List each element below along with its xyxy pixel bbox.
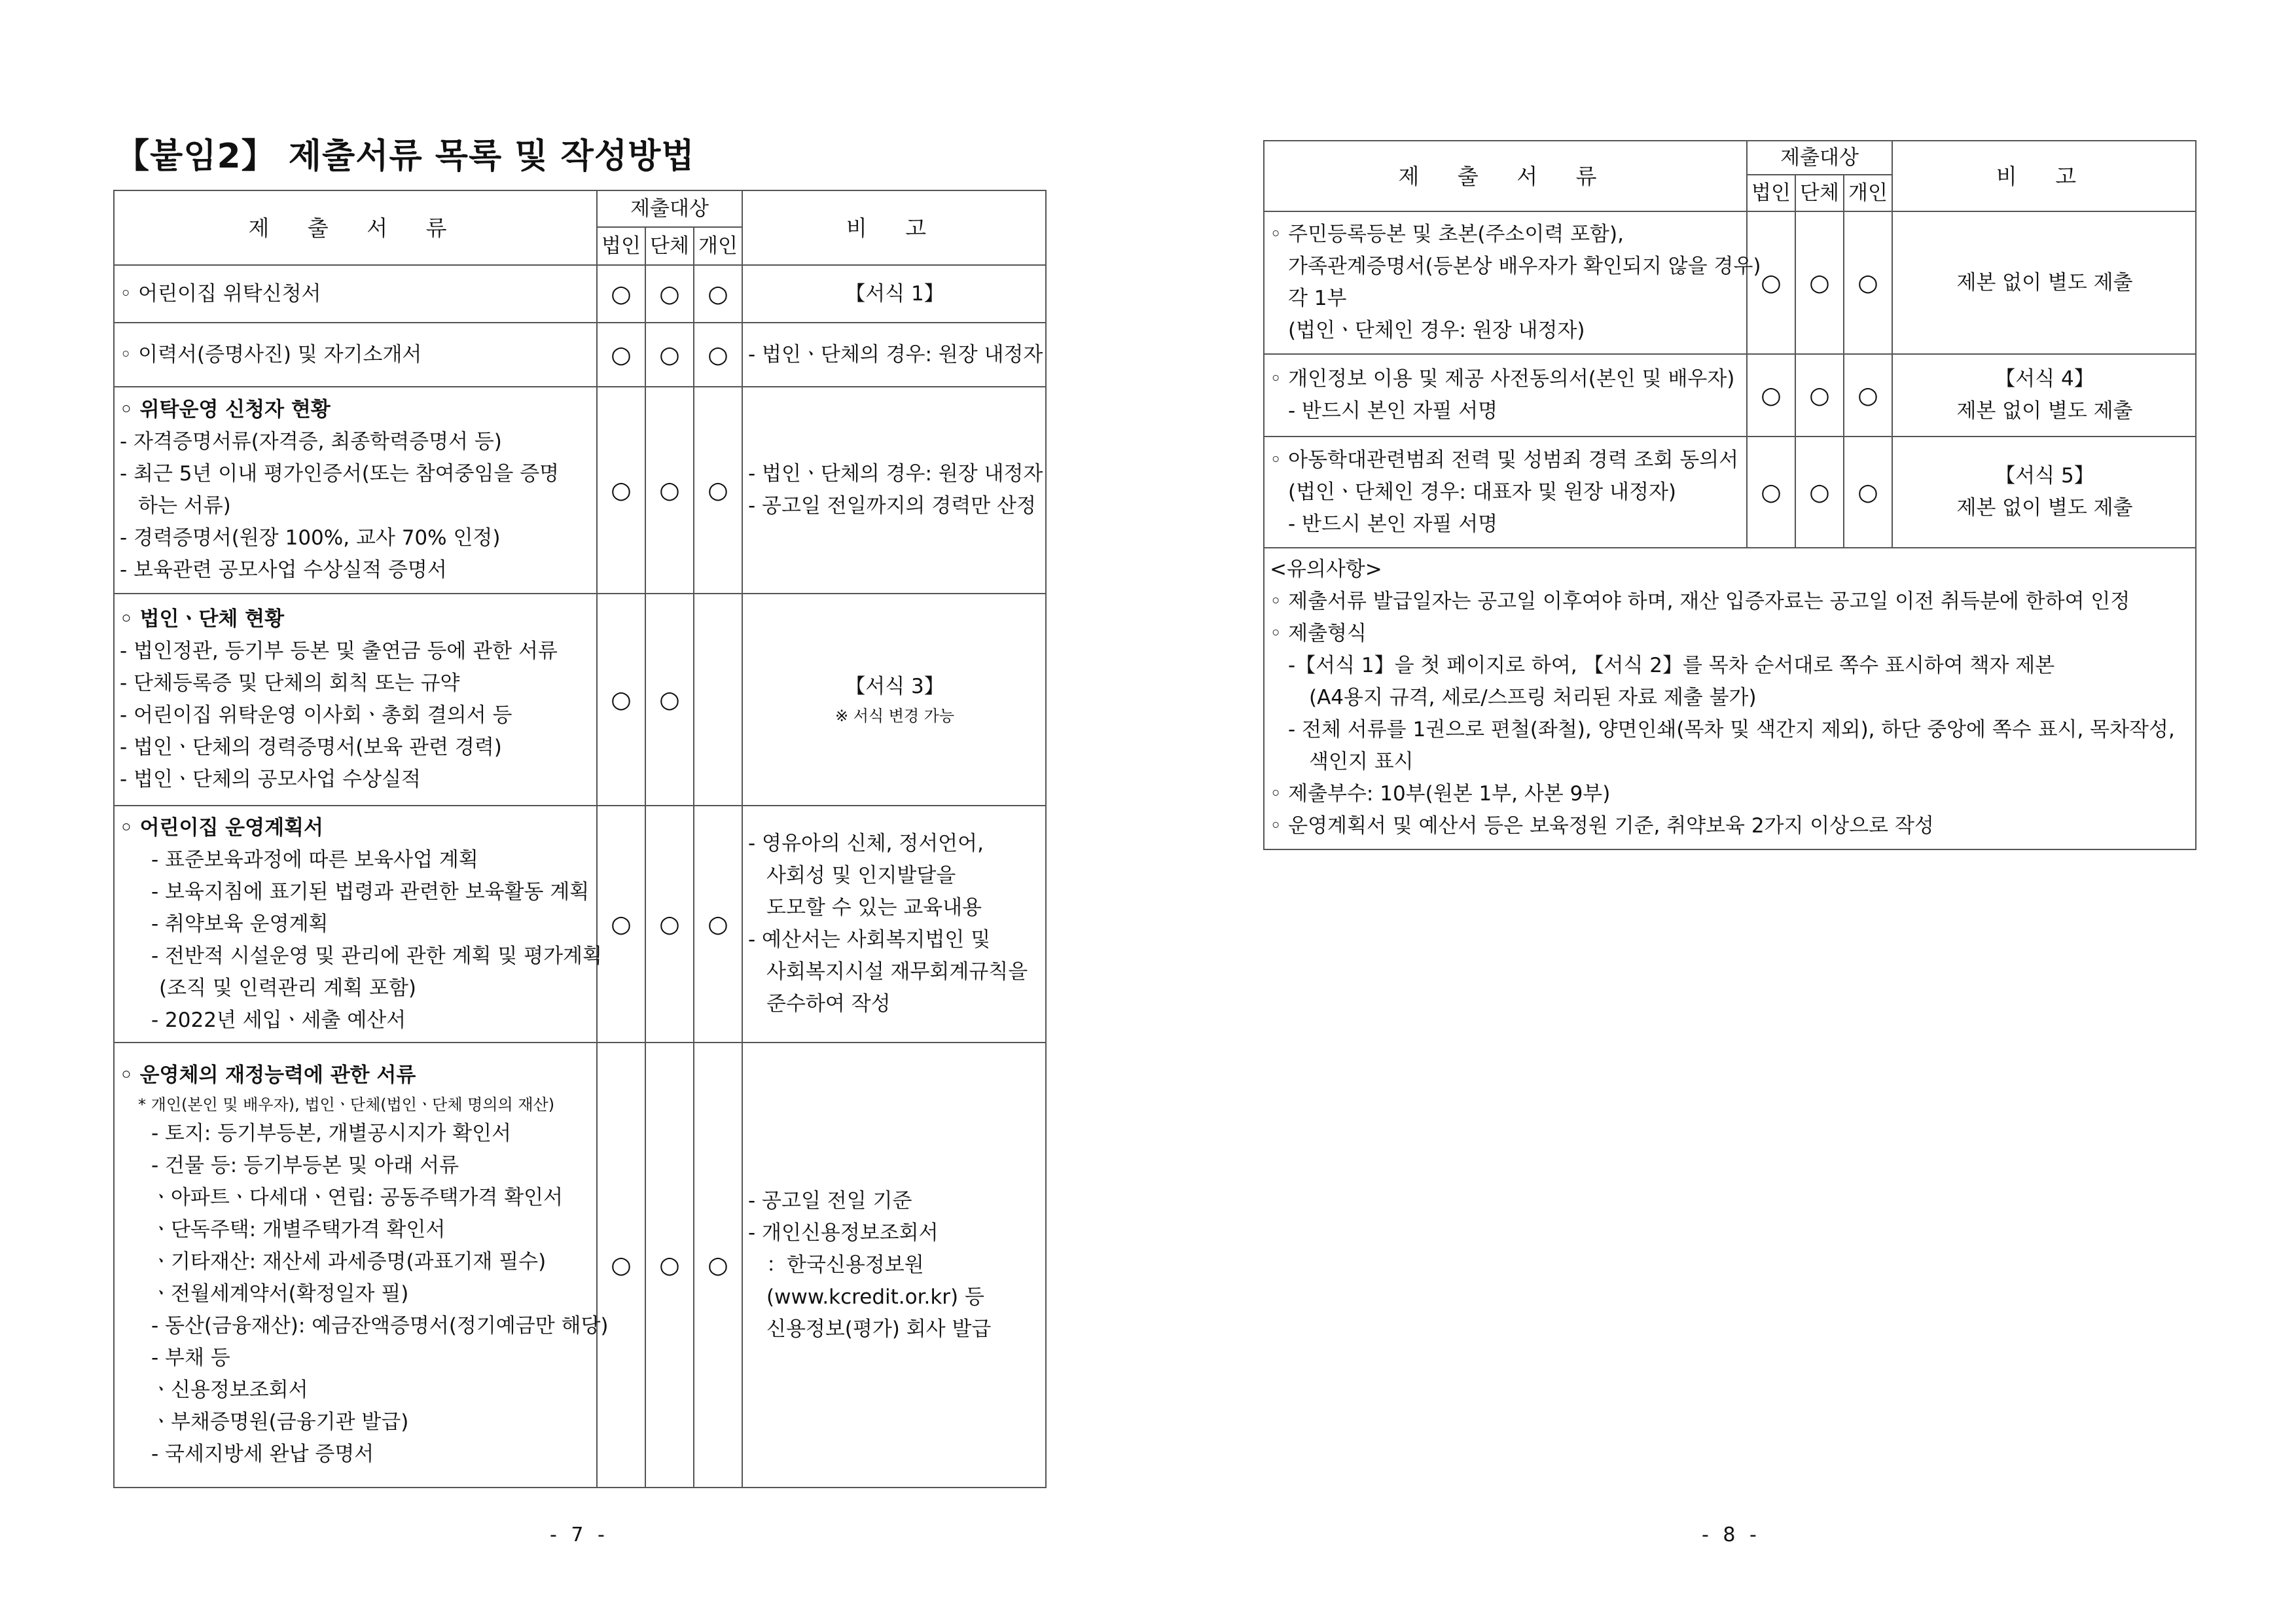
doc-line: - 부채 등 <box>151 1346 230 1370</box>
doc-line: (법인ㆍ단체인 경우: 대표자 및 원장 내정자) <box>1288 480 1676 504</box>
remark-line: - 공고일 전일까지의 경력만 산정 <box>748 494 1036 518</box>
doc-line: ㆍ신용정보조회서 <box>151 1378 308 1402</box>
remark-line: ：한국신용정보원 <box>766 1253 924 1277</box>
header-corp: 법인 <box>597 227 645 265</box>
corp-mark: ○ <box>1747 354 1795 437</box>
doc-line: (법인ㆍ단체인 경우: 원장 내정자) <box>1288 319 1585 342</box>
doc-line: - 최근 5년 이내 평가인증서(또는 참여중임을 증명 <box>120 462 560 486</box>
doc-line: - 반드시 본인 자필 서명 <box>1288 512 1498 536</box>
doc-line: - 보육지침에 표기된 법령과 관련한 보육활동 계획 <box>151 880 590 904</box>
doc-cell <box>114 387 597 594</box>
doc-line: ㆍ부채증명원(금융기관 발급) <box>151 1410 409 1434</box>
header-group: 단체 <box>645 227 694 265</box>
doc-line: - 어린이집 위탁운영 이사회ㆍ총회 결의서 등 <box>120 704 512 727</box>
header-docs: 제 출 서 류 <box>114 190 597 265</box>
doc-cell <box>114 265 597 323</box>
group-mark: ○ <box>645 806 694 1043</box>
doc-cell <box>1264 354 1747 437</box>
doc-line: ◦ 위탁운영 신청자 현황 <box>120 398 331 421</box>
doc-line: - 경력증명서(원장 100%, 교사 70% 인정) <box>120 526 501 550</box>
indiv-mark: ○ <box>1844 437 1892 548</box>
remark-cell <box>742 806 1046 1043</box>
group-mark: ○ <box>645 1043 694 1488</box>
indiv-mark: ○ <box>694 323 742 387</box>
note-line: - 전체 서류를 1권으로 편철(좌철), 양면인쇄(목차 및 색간지 제외), 하단 중앙에 쪽수 표시, 목차작성, <box>1288 718 2175 741</box>
doc-cell <box>114 594 597 806</box>
notes-row <box>1264 548 2196 849</box>
doc-line: - 단체등록증 및 단체의 회칙 또는 규약 <box>120 671 460 695</box>
corp-mark: ○ <box>597 806 645 1043</box>
remark-cell <box>1892 437 2196 548</box>
indiv-mark: ○ <box>1844 354 1892 437</box>
header-corp: 법인 <box>1747 175 1795 211</box>
remark-line: 제본 없이 별도 제출 <box>1956 270 2133 294</box>
remark-line: 신용정보(평가) 회사 발급 <box>766 1317 992 1341</box>
table-row <box>1264 437 2196 548</box>
note-line: ◦ 제출형식 <box>1270 622 1367 645</box>
doc-cell <box>1264 437 1747 548</box>
doc-line: ◦ 법인ㆍ단체 현황 <box>120 607 285 631</box>
table-row <box>114 323 1046 387</box>
remark-line: 【서식 3】 <box>845 674 944 698</box>
notes-cell <box>1264 548 2196 849</box>
corp-mark: ○ <box>597 1043 645 1488</box>
doc-line: - 2022년 세입ㆍ세출 예산서 <box>151 1008 406 1032</box>
doc-line: ◦ 주민등록등본 및 초본(주소이력 포함), <box>1270 223 1624 246</box>
note-line: -【서식 1】을 첫 페이지로 하여, 【서식 2】를 목차 순서대로 쪽수 표시하여 책자 제본 <box>1288 654 2055 677</box>
doc-cell <box>1264 211 1761 354</box>
remark-line: 제본 없이 별도 제출 <box>1956 496 2133 520</box>
remark-line: 【서식 5】 <box>1995 464 2094 488</box>
doc-line: 각 1부 <box>1288 287 1347 310</box>
indiv-mark: ○ <box>694 265 742 323</box>
table-row <box>1264 354 2196 437</box>
doc-line: ㆍ전월세계약서(확정일자 필) <box>151 1282 409 1306</box>
doc-line: 하는 서류) <box>138 494 231 518</box>
note-line: 색인지 표시 <box>1309 750 1414 774</box>
note-line: ◦ 제출서류 발급일자는 공고일 이후여야 하며, 재산 입증자료는 공고일 이전 취득분에 한하여 인정 <box>1270 590 2130 613</box>
group-mark: ○ <box>645 265 694 323</box>
indiv-mark <box>694 594 742 806</box>
remark-cell <box>742 1043 1046 1488</box>
page-number-left: - 7 - <box>550 1524 609 1546</box>
corp-mark: ○ <box>1747 211 1795 354</box>
doc-line: - 법인ㆍ단체의 공모사업 수상실적 <box>120 768 421 791</box>
header-indiv: 개인 <box>694 227 742 265</box>
page-title: 【붙임2】 제출서류 목록 및 작성방법 <box>115 137 695 176</box>
remark-line: - 법인ㆍ단체의 경우: 원장 내정자 <box>748 342 1043 366</box>
remark-line: 준수하여 작성 <box>766 992 891 1016</box>
indiv-mark: ○ <box>694 806 742 1043</box>
doc-line: - 취약보육 운영계획 <box>151 912 329 936</box>
corp-mark: ○ <box>597 323 645 387</box>
left-docs-table <box>113 190 1047 1488</box>
doc-line: - 표준보육과정에 따른 보육사업 계획 <box>151 847 478 872</box>
table-row <box>114 1043 1046 1488</box>
remark-line: - 예산서는 사회복지법인 및 <box>748 928 991 952</box>
table-row <box>114 265 1046 323</box>
header-remark: 비 고 <box>742 190 1046 265</box>
remark-cell <box>742 323 1046 387</box>
table-row <box>114 806 1046 1043</box>
remark-cell <box>742 594 1046 806</box>
remark-line: - 공고일 전일 기준 <box>748 1188 912 1213</box>
doc-line: - 보육관련 공모사업 수상실적 증명서 <box>120 558 447 582</box>
doc-line: - 반드시 본인 자필 서명 <box>1288 399 1498 423</box>
table-row <box>114 594 1046 806</box>
table-row <box>1264 211 2196 354</box>
indiv-mark: ○ <box>694 1043 742 1488</box>
group-mark: ○ <box>1795 354 1844 437</box>
doc-line: - 자격증명서류(자격증, 최종학력증명서 등) <box>120 430 502 454</box>
notes-heading: <유의사항> <box>1270 558 1382 581</box>
doc-line: - 전반적 시설운영 및 관리에 관한 계획 및 평가계획 <box>151 944 602 968</box>
remark-line: 사회성 및 인지발달을 <box>766 864 956 887</box>
doc-line: - 토지: 등기부등본, 개별공시지가 확인서 <box>151 1122 512 1145</box>
remark-line: 제본 없이 별도 제출 <box>1956 399 2133 423</box>
doc-line: - 동산(금융재산): 예금잔액증명서(정기예금만 해당) <box>151 1314 609 1338</box>
group-mark: ○ <box>645 594 694 806</box>
doc-line: ◦ 개인정보 이용 및 제공 사전동의서(본인 및 배우자) <box>1270 367 1735 391</box>
doc-line: ㆍ아파트ㆍ다세대ㆍ연립: 공동주택가격 확인서 <box>151 1186 564 1209</box>
doc-line: ◦ 어린이집 위탁신청서 <box>120 281 321 306</box>
group-mark: ○ <box>645 387 694 594</box>
doc-cell <box>114 1043 609 1488</box>
doc-line: ㆍ단독주택: 개별주택가격 확인서 <box>151 1218 446 1241</box>
corp-mark: ○ <box>1747 437 1795 548</box>
doc-line: ㆍ기타재산: 재산세 과세증명(과표기재 필수) <box>151 1250 547 1274</box>
note-line: ◦ 운영계획서 및 예산서 등은 보육정원 기준, 취약보육 2가지 이상으로 작성 <box>1270 814 1934 838</box>
note-line: ◦ 제출부수: 10부(원본 1부, 사본 9부) <box>1270 782 1611 806</box>
header-indiv: 개인 <box>1844 175 1892 211</box>
note-line: (A4용지 규격, 세로/스프링 처리된 자료 제출 불가) <box>1309 686 1757 709</box>
remark-line: 도모할 수 있는 교육내용 <box>766 896 982 919</box>
remark-line: - 영유아의 신체, 정서언어, <box>748 832 984 855</box>
doc-line: ◦ 이력서(증명사진) 및 자기소개서 <box>120 342 422 366</box>
remark-line: 【서식 4】 <box>1995 367 2094 391</box>
doc-line: * 개인(본인 및 배우자), 법인ㆍ단체(법인ㆍ단체 명의의 재산) <box>138 1096 555 1114</box>
doc-line: ◦ 운영체의 재정능력에 관한 서류 <box>120 1063 416 1087</box>
remark-line: (www.kcredit.or.kr) 등 <box>766 1285 984 1309</box>
remark-line: 【서식 1】 <box>845 281 944 306</box>
header-target: 제출대상 <box>1747 141 1892 175</box>
remark-line: ※ 서식 변경 가능 <box>834 706 955 725</box>
remark-line: - 법인ㆍ단체의 경우: 원장 내정자 <box>748 462 1043 486</box>
page-number-right: - 8 - <box>1702 1524 1761 1546</box>
doc-cell <box>114 323 597 387</box>
doc-line: - 법인정관, 등기부 등본 및 출연금 등에 관한 서류 <box>120 639 558 663</box>
corp-mark: ○ <box>597 387 645 594</box>
doc-line: 가족관계증명서(등본상 배우자가 확인되지 않을 경우) <box>1288 255 1761 278</box>
doc-line: - 국세지방세 완납 증명서 <box>151 1442 374 1466</box>
remark-line: - 개인신용정보조회서 <box>748 1221 939 1245</box>
right-docs-table <box>1263 140 2197 850</box>
doc-cell <box>114 806 602 1043</box>
header-remark: 비 고 <box>1892 141 2196 211</box>
doc-line: ◦ 어린이집 운영계획서 <box>120 815 323 840</box>
doc-line: - 건물 등: 등기부등본 및 아래 서류 <box>151 1154 459 1177</box>
indiv-mark: ○ <box>1844 211 1892 354</box>
header-docs: 제 출 서 류 <box>1264 141 1747 211</box>
doc-line: ◦ 아동학대관련범죄 전력 및 성범죄 경력 조회 동의서 <box>1270 448 1739 472</box>
group-mark: ○ <box>1795 211 1844 354</box>
doc-line: - 법인ㆍ단체의 경력증명서(보육 관련 경력) <box>120 736 502 759</box>
doc-line: (조직 및 인력관리 계획 포함) <box>159 976 417 1000</box>
remark-cell <box>1892 211 2196 354</box>
group-mark: ○ <box>645 323 694 387</box>
remark-line: 사회복지시설 재무회계규칙을 <box>766 960 1028 984</box>
header-target: 제출대상 <box>597 190 742 227</box>
indiv-mark: ○ <box>694 387 742 594</box>
remark-cell <box>1892 354 2196 437</box>
remark-cell <box>742 387 1046 594</box>
corp-mark: ○ <box>597 594 645 806</box>
group-mark: ○ <box>1795 437 1844 548</box>
table-row <box>114 387 1046 594</box>
corp-mark: ○ <box>597 265 645 323</box>
header-group: 단체 <box>1795 175 1844 211</box>
remark-cell <box>742 265 1046 323</box>
